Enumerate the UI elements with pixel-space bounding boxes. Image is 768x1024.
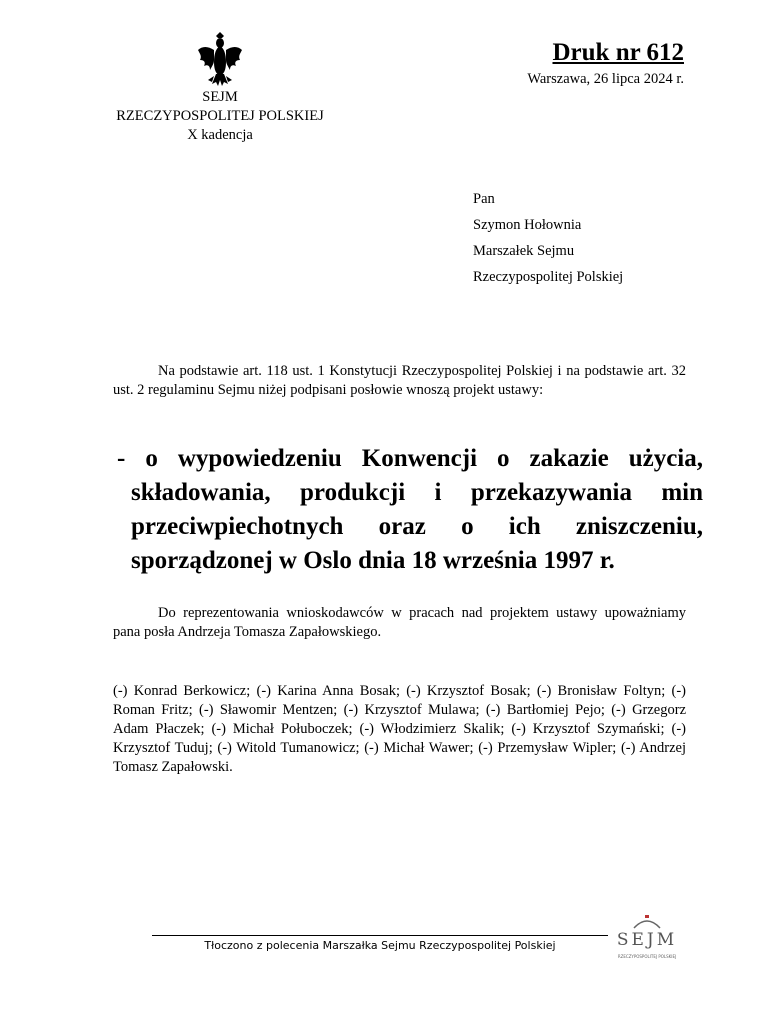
print-number: Druk nr 612	[552, 39, 684, 66]
representation-paragraph: Do reprezentowania wnioskodawców w pracach nad projektem ustawy upoważniamy pana posła Andrzeja Tomasza Zapałowskiego.	[113, 605, 686, 640]
sejm-logo-icon	[614, 912, 680, 966]
institution-line: SEJM	[202, 89, 238, 105]
signatories-list: (-) Konrad Berkowicz; (-) Karina Anna Bosak; (-) Krzysztof Bosak; (-) Bronisław Foltyn; (-) Roman Fritz; (-) Sławomir Mentzen; (-) Krzysztof Mulawa; (-) Bartłomiej Pejo; (-) Grzegorz Adam Płaczek; (-) Michał Połuboczek; (-) Włodzimierz Skalik; (-) Krzysztof Szymański; (-) Krzysztof Tuduj; (-) Witold Tumanowicz; (-) Michał Wawer; (-) Przemysław Wipler; (-) Andrzej Tomasz Zapałowski.	[113, 683, 686, 775]
addressee-line: Rzeczypospolitej Polskiej	[473, 269, 624, 285]
footer-text: Tłoczono z polecenia Marszałka Sejmu Rzeczypospolitej Polskiej	[204, 939, 556, 952]
polish-eagle-icon	[196, 32, 244, 86]
intro-paragraph: Na podstawie art. 118 ust. 1 Konstytucji Rzeczypospolitej Polskiej i na podstawie art. 32 ust. 2 regulaminu Sejmu niżej podpisani posłowie wnoszą projekt ustawy:	[113, 363, 686, 398]
footer-divider	[152, 935, 608, 936]
bill-title: - o wypowiedzeniu Konwencji o zakazie użycia, składowania, produkcji i przekazywania min przeciwpiechotnych oraz o ich zniszczeniu, sporządzonej w Oslo dnia 18 września 1997 r.	[117, 445, 703, 574]
addressee-line: Pan	[473, 191, 495, 207]
addressee-line: Marszałek Sejmu	[473, 243, 575, 259]
addressee-line: Szymon Hołownia	[473, 217, 582, 233]
institution-line: X kadencja	[187, 127, 253, 143]
institution-block	[60, 88, 380, 145]
document-date: Warszawa, 26 lipca 2024 r.	[527, 71, 684, 87]
institution-line: RZECZYPOSPOLITEJ POLSKIEJ	[116, 108, 324, 124]
logo-word: SEJM	[616, 930, 678, 950]
addressee-block	[473, 186, 623, 290]
logo-subtitle: RZECZYPOSPOLITEJ POLSKIEJ	[617, 954, 677, 959]
